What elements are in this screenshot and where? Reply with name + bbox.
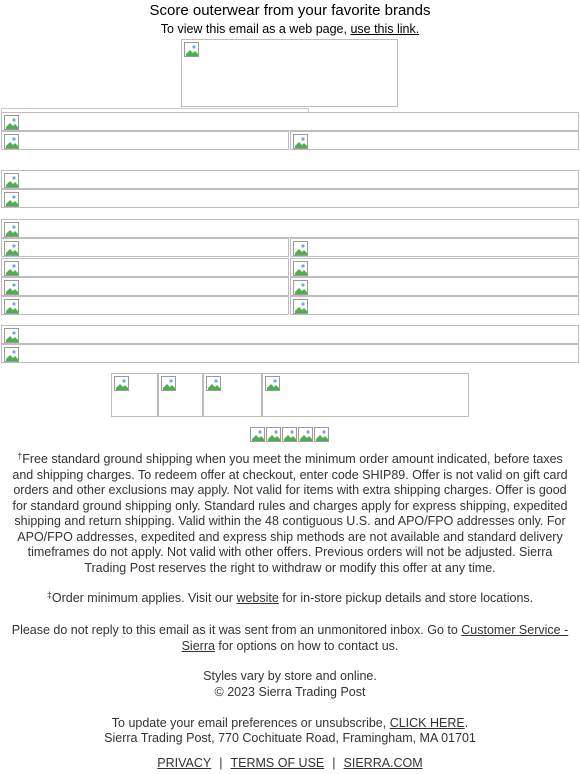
- web-view-text: To view this email as a web page,: [160, 22, 351, 36]
- banner-image[interactable]: [1, 112, 579, 131]
- email-title: Score outerwear from your favorite brands: [149, 2, 431, 19]
- shipping-text: Free standard ground shipping when you meet the minimum order amount indicated, before taxes and shipping charges. To redeem offer at checkout, enter code SHIP89. Offer is not valid on gift card orders and other exclusions may apply. Not valid for items with extra shipping charges. Offer is good for standard ground shipping only. Standard rules and charges apply for express shipping, expedited shipping and return shipping. Valid within the 48 contiguous U.S. and APO/FPO addresses only. For APO/FPO addresses, expedited and express ship methods are not available and standard delivery timeframes do not apply. Not valid with other offers. Previous orders will not be adjusted. Sierra Trading Post reserves the right to withdraw or modify this offer at any time.: [12, 452, 568, 575]
- customer-service-link[interactable]: Customer Service - Sierra: [181, 623, 569, 653]
- separator: |: [332, 756, 336, 770]
- category-image[interactable]: [290, 238, 579, 257]
- footer-links: [0, 756, 580, 770]
- category-image[interactable]: [1, 258, 289, 277]
- pinterest-icon[interactable]: [282, 427, 298, 443]
- broken-image-icon: [206, 376, 222, 392]
- hero-image[interactable]: [1, 170, 579, 189]
- styles-vary-note: Styles vary by store and online.: [203, 669, 377, 683]
- category-image[interactable]: [290, 258, 579, 277]
- hero-image[interactable]: [1, 189, 579, 208]
- category-image[interactable]: [1, 277, 289, 296]
- broken-image-icon: [293, 241, 309, 257]
- broken-image-icon: [4, 261, 20, 277]
- broken-image-icon: [4, 134, 20, 150]
- broken-image-icon: [4, 280, 20, 296]
- badge-image[interactable]: [111, 373, 158, 417]
- terms-link[interactable]: TERMS OF USE: [230, 756, 325, 770]
- broken-image-icon: [293, 280, 309, 296]
- logo-image[interactable]: [181, 39, 398, 107]
- category-image[interactable]: [1, 238, 289, 257]
- footer-banner-image[interactable]: [1, 344, 579, 363]
- app-banner-image[interactable]: [262, 373, 469, 417]
- category-image[interactable]: [290, 296, 579, 315]
- badge-image[interactable]: [158, 373, 203, 417]
- broken-image-icon: [4, 222, 20, 238]
- prefs-prefix: To update your email preferences or unsubscribe,: [111, 716, 390, 730]
- broken-image-icon: [4, 328, 20, 344]
- separator: |: [219, 756, 223, 770]
- footer-banner-image[interactable]: [1, 325, 579, 344]
- broken-image-icon: [4, 241, 20, 257]
- broken-image-icon: [114, 376, 130, 392]
- prefs-suffix: .: [464, 716, 469, 730]
- broken-image-icon: [4, 173, 20, 189]
- broken-image-icon: [4, 299, 20, 315]
- broken-image-icon: [4, 115, 20, 131]
- order-prefix: Order minimum applies. Visit our: [51, 591, 237, 605]
- promo-image[interactable]: [1, 131, 289, 150]
- website-link[interactable]: website: [236, 591, 279, 605]
- category-image[interactable]: [1, 296, 289, 315]
- broken-image-icon: [293, 261, 309, 277]
- broken-image-icon: [265, 376, 281, 392]
- broken-image-icon: [4, 347, 20, 363]
- noreply-suffix: for options on how to contact us.: [214, 638, 399, 653]
- double-dagger-mark: ‡: [46, 590, 52, 600]
- broken-image-icon: [161, 376, 177, 392]
- instagram-icon[interactable]: [266, 427, 282, 443]
- privacy-link[interactable]: PRIVACY: [157, 756, 212, 770]
- order-minimum-note: [8, 591, 572, 607]
- sierra-site-link[interactable]: SIERRA.COM: [343, 756, 423, 770]
- shipping-disclaimer: [8, 452, 572, 576]
- order-suffix: for in-store pickup details and store locations.: [278, 591, 534, 605]
- promo-image[interactable]: [290, 131, 579, 150]
- copyright: © 2023 Sierra Trading Post: [214, 685, 366, 699]
- broken-image-icon: [293, 134, 309, 150]
- broken-image-icon: [4, 192, 20, 208]
- social-links: [250, 427, 330, 444]
- broken-image-icon: [293, 299, 309, 315]
- category-image[interactable]: [290, 277, 579, 296]
- category-header-image[interactable]: [1, 219, 579, 238]
- youtube-icon[interactable]: [314, 427, 330, 443]
- web-view-link[interactable]: use this link.: [350, 22, 420, 36]
- preferences-note: [8, 716, 572, 732]
- postal-address: Sierra Trading Post, 770 Cochituate Road, Framingham, MA 01701: [104, 731, 476, 745]
- facebook-icon[interactable]: [250, 427, 266, 443]
- unsubscribe-link[interactable]: CLICK HERE: [389, 716, 465, 730]
- web-view-line: [0, 22, 580, 36]
- twitter-icon[interactable]: [298, 427, 314, 443]
- noreply-prefix: Please do not reply to this email as it was sent from an unmonitored inbox. Go to: [11, 623, 462, 637]
- no-reply-note: [8, 623, 572, 654]
- dagger-mark: †: [17, 451, 23, 461]
- badge-image[interactable]: [203, 373, 262, 417]
- broken-image-icon: [184, 42, 200, 58]
